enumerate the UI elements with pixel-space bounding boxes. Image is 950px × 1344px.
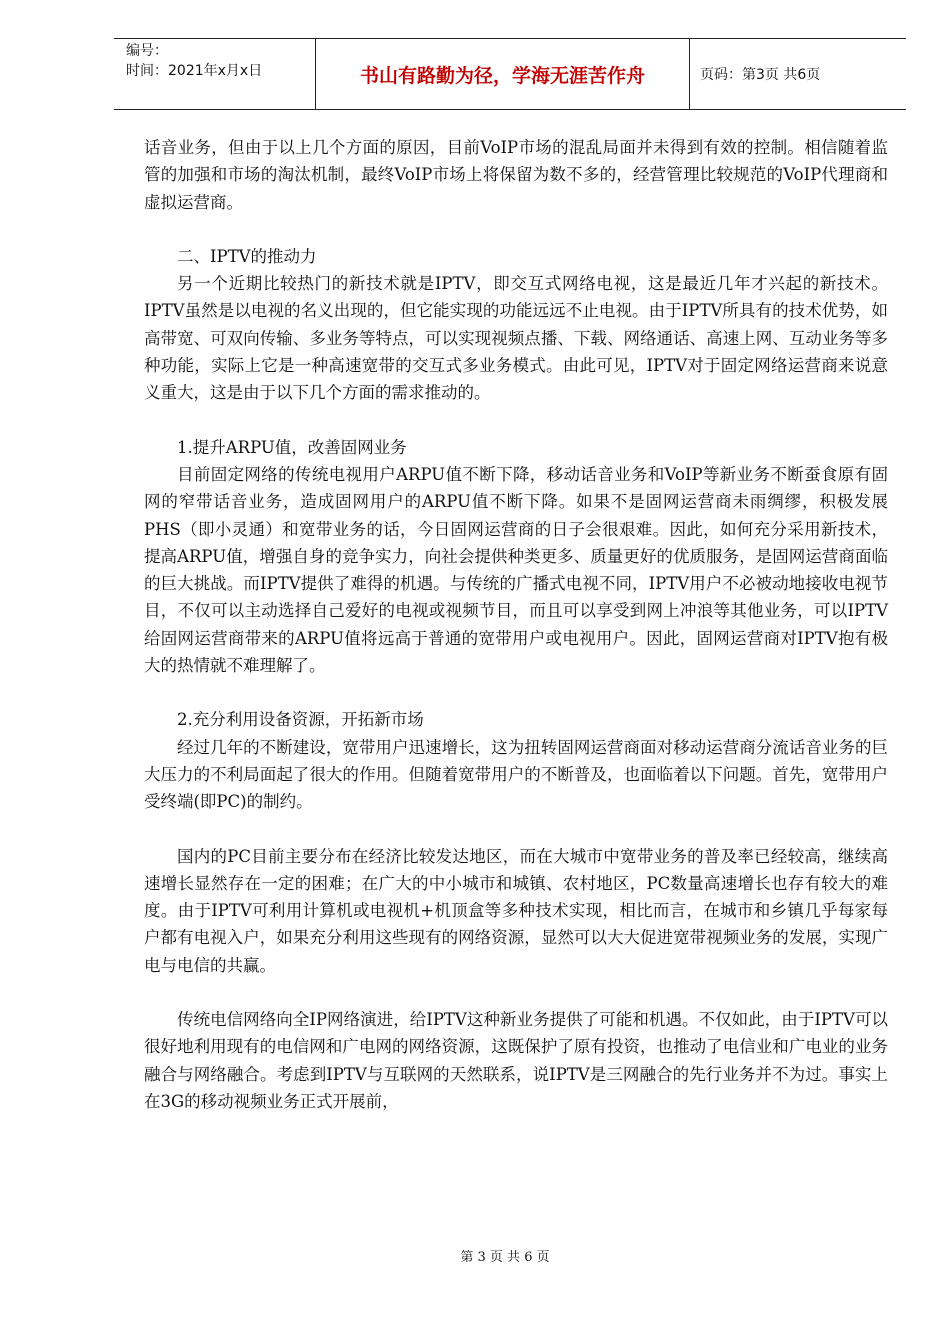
paragraph-pc-distribution: 国内的PC目前主要分布在经济比较发达地区，而在大城市中宽带业务的普及率已经较高，继续高速增长显然存在一定的困难；在广大的中小城市和城镇、农村地区，PC数量高速增长也存有较大的难度。由于IPTV可利用计算机或电视机+机顶盒等多种技术实现，相比而言，在城市和乡镇几乎每家每户都有电视入户，如果充分利用这些现有的网络资源，显然可以大大促进宽带视频业务的发展，实现广电与电信的共赢。 xyxy=(144,846,888,975)
paragraph-broadband-growth: 经过几年的不断建设，宽带用户迅速增长，这为扭转固网运营商面对移动运营商分流话音业务的巨大压力的不利局面起了很大的作用。但随着宽带用户的不断普及，也面临着以下问题。首先，宽带用户受终端(即PC)的制约。 xyxy=(144,737,888,812)
paragraph-network-convergence: 传统电信网络向全IP网络演进，给IPTV这种新业务提供了可能和机遇。不仅如此，由于IPTV可以很好地利用现有的电信网和广电网的网络资源，这既保护了原有投资，也推动了电信业和广电业的业务融合与网络融合。考虑到IPTV与互联网的天然联系，说IPTV是三网融合的先行业务并不为过。事实上在3G的移动视频业务正式开展前， xyxy=(144,1010,888,1111)
subsection-heading-resources: 2.充分利用设备资源，开拓新市场 xyxy=(177,710,424,730)
document-number-label: 编号： xyxy=(126,43,168,59)
paragraph-voip-continuation: 话音业务，但由于以上几个方面的原因，目前VoIP市场的混乱局面并未得到有效的控制。相信随着监管的加强和市场的淘汰机制，最终VoIP市场上将保留为数不多的，经营管理比较规范的VoIP代理商和虚拟运营商。 xyxy=(144,138,888,212)
page-footer: 第 3 页 共 6 页 xyxy=(460,1250,550,1265)
paragraph-arpu: 目前固定网络的传统电视用户ARPU值不断下降，移动话音业务和VoIP等新业务不断蚕食原有固网的窄带话音业务，造成固网用户的ARPU值不断下降。如果不是固网运营商未雨绸缪，积极发展PHS（即小灵通）和宽带业务的话，今日固网运营商的日子会很艰难。因此，如何充分采用新技术，提高ARPU值，增强自身的竞争实力，向社会提供种类更多、质量更好的优质服务，是固网运营商面临的巨大挑战。而IPTV提供了难得的机遇。与传统的广播式电视不同，IPTV用户不必被动地接收电视节目，不仅可以主动选择自己爱好的电视或视频节目，而且可以享受到网上冲浪等其他业务，可以IPTV给固网运营商带来的ARPU值将远高于普通的宽带用户或电视用户。因此，固网运营商对IPTV抱有极大的热情就不难理解了。 xyxy=(144,464,888,676)
page-header xyxy=(114,38,906,110)
header-motto: 书山有路勤为径，学海无涯苦作舟 xyxy=(316,39,690,109)
section-heading-iptv: 二、IPTV的推动力 xyxy=(177,246,317,266)
document-body xyxy=(144,134,888,1115)
paragraph-iptv-intro: 另一个近期比较热门的新技术就是IPTV，即交互式网络电视，这是最近几年才兴起的新技术。IPTV虽然是以电视的名义出现的，但它能实现的功能远远不止电视。由于IPTV所具有的技术优势，如高带宽、可双向传输、多业务等特点，可以实现视频点播、下载、网络通话、高速上网、互动业务等多种功能，实际上它是一种高速宽带的交互式多业务模式。由此可见，IPTV对于固定网络运营商来说意义重大，这是由于以下几个方面的需求推动的。 xyxy=(144,274,888,403)
subsection-heading-arpu: 1.提升ARPU值，改善固网业务 xyxy=(177,437,407,457)
header-info-cell xyxy=(114,39,316,109)
document-time-label: 时间：2021年x月x日 xyxy=(126,63,263,79)
header-page-number: 页码：第3页 共6页 xyxy=(700,67,821,83)
